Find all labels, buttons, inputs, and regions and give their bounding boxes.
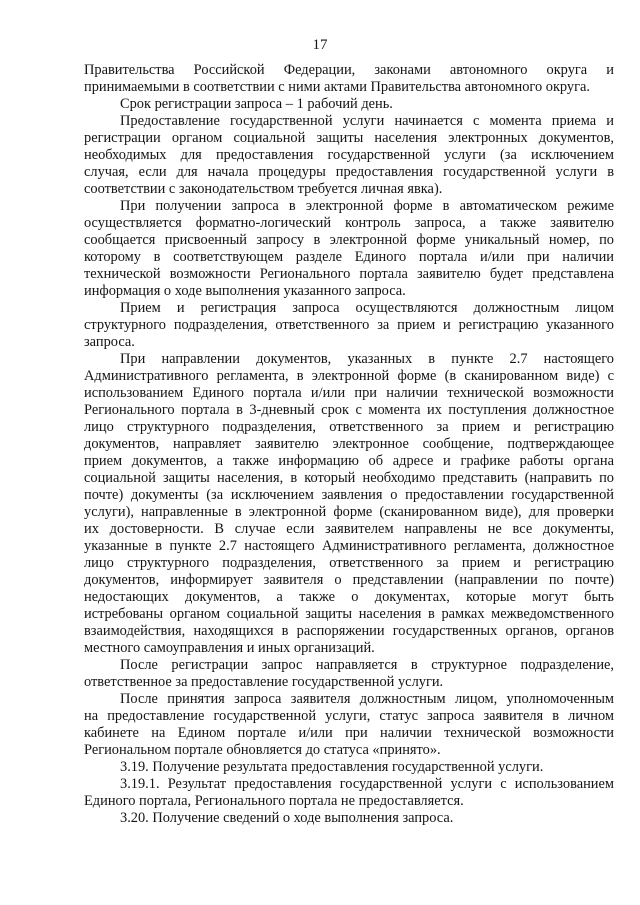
text-line: на предоставление государственной услуги, статус запроса заявителя в личном	[84, 708, 614, 724]
text-line: лицо структурного подразделения, ответственного за прием и регистрацию	[84, 419, 614, 435]
paragraph	[84, 657, 614, 691]
text-line: запроса.	[84, 334, 135, 350]
text-line: указанные в пункте 2.7 настоящего Административного регламента, должностное	[84, 538, 614, 554]
text-line: соответствии с законодательством требуется личная явка).	[84, 181, 443, 197]
text-line: взаимодействия, находящихся в распоряжении государственных органов, органов	[84, 623, 614, 639]
text-line: которому в соответствующем разделе Единого портала и/или при наличии	[84, 249, 614, 265]
paragraph	[84, 691, 614, 759]
text-line: Предоставление государственной услуги начинается с момента приема и	[120, 113, 614, 129]
text-line: После регистрации запрос направляется в структурное подразделение,	[120, 657, 614, 673]
text-line: структурного подразделения, ответственного за прием и регистрацию указанного	[84, 317, 614, 333]
page-number: 17	[312, 37, 328, 53]
text-line: регистрации органом социальной защиты населения электронных документов,	[84, 130, 614, 146]
text-line: принимаемыми в соответствии с ними актами Правительства автономного округа.	[84, 79, 591, 95]
text-line: После принятия запроса заявителя должностным лицом, уполномоченным	[120, 691, 614, 707]
text-line: При направлении документов, указанных в пункте 2.7 настоящего	[120, 351, 614, 367]
text-line: 3.19.1. Результат предоставления государственной услуги с использованием	[120, 776, 614, 792]
text-line: Региональном портале обновляется до статуса «принято».	[84, 742, 441, 758]
text-line: услуги), направленные в электронной форме (сканированном виде), для проверки	[84, 504, 614, 520]
text-line: лицо структурного подразделения, ответственного за прием и регистрацию	[84, 555, 614, 571]
body-text	[84, 62, 614, 827]
text-line: технической возможности Регионального портала заявителю будет представлена	[84, 266, 614, 282]
text-line: Административного регламента, в электронной форме (в сканированном виде) с	[84, 368, 614, 384]
text-line: прием документов, а также информацию об адресе и графике работы органа	[84, 453, 614, 469]
text-line: их достоверности. В случае если заявителем направлены не все документы,	[84, 521, 614, 537]
paragraph	[84, 300, 614, 351]
text-line: сообщается присвоенный запросу в электронной форме уникальный номер, по	[84, 232, 614, 248]
text-line: истребованы органом социальной защиты населения в рамках межведомственного	[84, 606, 614, 622]
text-line: 3.19. Получение результата предоставления государственной услуги.	[120, 759, 544, 775]
text-line: документов, направляет заявителю электронное сообщение, подтверждающее	[84, 436, 614, 452]
paragraph	[84, 198, 614, 300]
paragraph	[84, 62, 614, 96]
text-line: кабинете на Едином портале и/или при наличии технической возможности	[84, 725, 614, 741]
paragraph	[84, 810, 614, 827]
text-line: местного самоуправления и иных организаций.	[84, 640, 375, 656]
paragraph	[84, 351, 614, 657]
paragraph	[84, 96, 614, 113]
paragraph	[84, 776, 614, 810]
text-line: почте) документы (за исключением заявления о предоставлении государственной	[84, 487, 614, 503]
text-line: использованием Единого портала и/или при наличии технической возможности	[84, 385, 614, 401]
text-line: Регионального портала в 3-дневный срок с момента их поступления должностное	[84, 402, 614, 418]
text-line: При получении запроса в электронной форме в автоматическом режиме	[120, 198, 614, 214]
text-line: необходимых для предоставления государственной услуги (за исключением	[84, 147, 614, 163]
paragraph	[84, 113, 614, 198]
text-line: Прием и регистрация запроса осуществляются должностным лицом	[120, 300, 614, 316]
text-line: документов, информирует заявителя о представлении (направлении по почте)	[84, 572, 614, 588]
text-line: Срок регистрации запроса – 1 рабочий день.	[120, 96, 393, 112]
text-line: осуществляется форматно-логический контроль запроса, а также заявителю	[84, 215, 614, 231]
text-line: Единого портала, Регионального портала не предоставляется.	[84, 793, 464, 809]
text-line: социальной защиты населения, в который необходимо представить (направить по	[84, 470, 614, 486]
text-line: ответственное за предоставление государственной услуги.	[84, 674, 444, 690]
text-line: 3.20. Получение сведений о ходе выполнения запроса.	[120, 810, 454, 826]
text-line: информация о ходе выполнения указанного запроса.	[84, 283, 406, 299]
paragraph	[84, 759, 614, 776]
text-line: недостающих документов, а также о документах, которые могут быть	[84, 589, 614, 605]
text-line: Правительства Российской Федерации, законами автономного округа и	[84, 62, 614, 78]
text-line: случая, если для начала процедуры предоставления государственной услуги в	[84, 164, 614, 180]
